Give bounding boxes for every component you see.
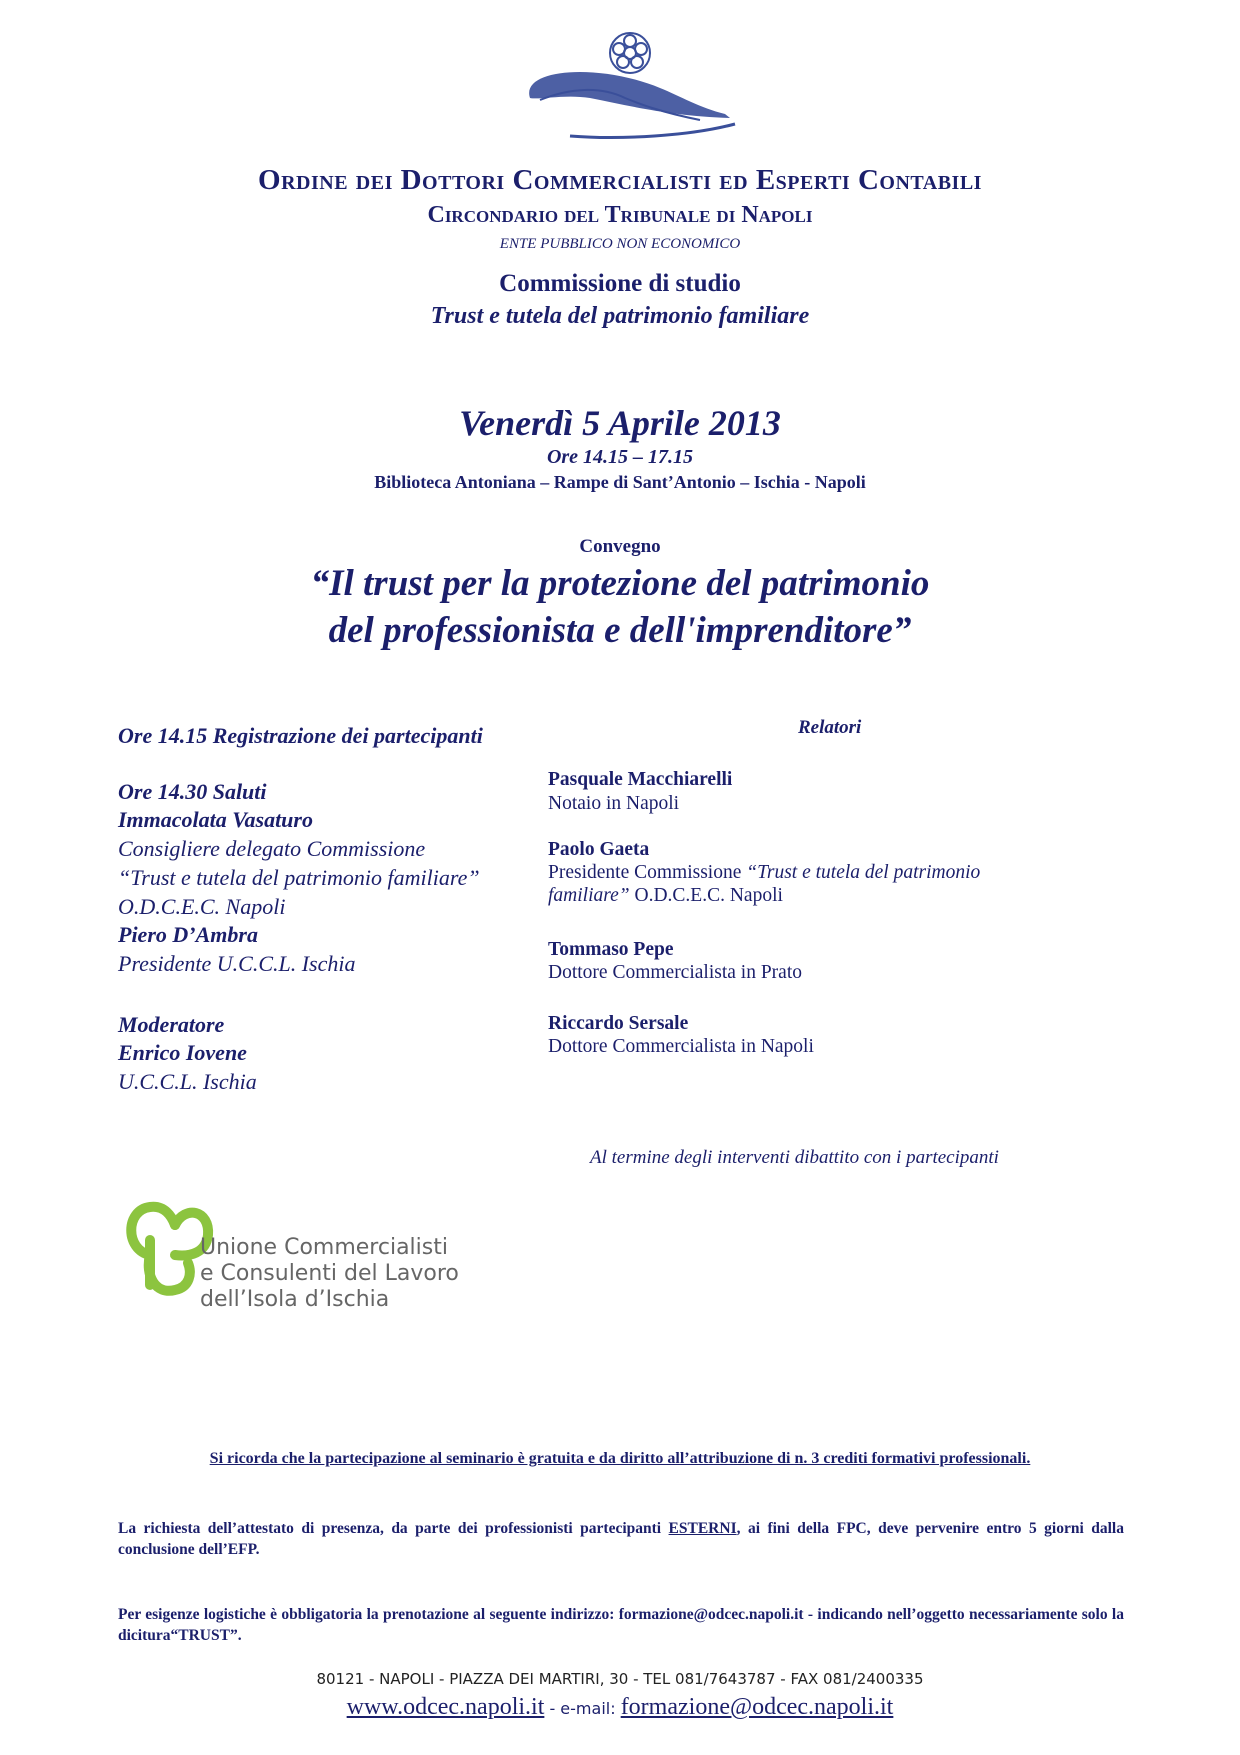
website-link[interactable]: www.odcec.napoli.it [346,1694,545,1720]
email-label: - e-mail: [544,1699,621,1718]
moderator-name: Enrico Iovene [118,1040,247,1065]
event-venue: Biblioteca Antoniana – Rampe di Sant’Antonio – Ischia - Napoli [374,472,866,492]
booking-note: Per esigenze logistiche è obbligatoria la prenotazione al seguente indirizzo: formazione@odcec.napoli.it - indicando nell’oggetto necessariamente solo la dicitura“TRUST”. [118,1606,1124,1644]
footer-address: 80121 - NAPOLI - PIAZZA DEI MARTIRI, 30 - TEL 081/7643787 - FAX 081/2400335 [316,1670,924,1688]
attestato-note [118,1518,1124,1560]
attestato-text: La richiesta dell’attestato di presenza, da parte dei professionisti partecipanti [118,1520,669,1537]
uccl-logo-line3: dell’Isola d’Ischia [200,1287,390,1312]
relatore-name: Riccardo Sersale [548,1013,689,1034]
speaker-role: O.D.C.E.C. Napoli [118,894,286,919]
speaker-role: Presidente U.C.C.L. Ischia [118,951,356,976]
org-district: Circondario del Tribunale di Napoli [427,202,813,228]
relatore-role [548,861,980,884]
uccl-logo-line1: Unione Commercialisti [200,1235,448,1260]
relatore-name: Pasquale Macchiarelli [548,769,733,790]
relatore-role: Notaio in Napoli [548,793,680,814]
debate-note: Al termine degli interventi dibattito con i partecipanti [590,1147,999,1168]
speaker-name: Piero D’Ambra [118,922,258,947]
uccl-logo [120,1195,460,1315]
relatore-role [548,884,783,907]
footer-contacts [0,1694,1240,1721]
moderator-role: U.C.C.L. Ischia [118,1069,257,1094]
org-name: Ordine dei Dottori Commercialisti ed Esperti Contabili [258,164,982,196]
commission-label: Commissione di studio [499,270,741,297]
relatore-role-suffix: O.D.C.E.C. Napoli [629,885,783,906]
odcec-logo [510,28,750,148]
program-greetings: Ore 14.30 Saluti [118,779,267,804]
relatore-role-italic: “Trust e tutela del patrimonio [746,862,981,883]
attestato-text: , ai fini della FPC, deve pervenire entro 5 giorni dalla conclusione dell’EFP. [118,1520,1124,1558]
relatore-name: Paolo Gaeta [548,839,650,860]
event-title-line1: “Il trust per la protezione del patrimonio [310,563,930,604]
commission-name: Trust e tutela del patrimonio familiare [430,303,810,329]
relatore-role: Dottore Commercialista in Napoli [548,1036,814,1057]
org-type: ENTE PUBBLICO NON ECONOMICO [499,236,741,252]
moderator-label: Moderatore [118,1012,225,1037]
speaker-role: Consigliere delegato Commissione [118,836,426,861]
relatore-role-prefix: Presidente Commissione [548,862,747,883]
event-time: Ore 14.15 – 17.15 [546,446,694,468]
relatore-role: Dottore Commercialista in Prato [548,962,802,983]
credits-note: Si ricorda che la partecipazione al seminario è gratuita e da diritto all’attribuzione di n. 3 crediti formativi professionali. [209,1450,1031,1467]
email-link[interactable]: formazione@odcec.napoli.it [620,1694,894,1720]
speaker-role: “Trust e tutela del patrimonio familiare” [118,865,480,890]
event-title-line2: del professionista e dell'imprenditore” [328,610,912,651]
esterni-label: ESTERNI [668,1520,737,1537]
speaker-name: Immacolata Vasaturo [118,807,313,832]
event-type: Convegno [579,536,661,557]
relatori-heading: Relatori [798,717,862,738]
program-registration: Ore 14.15 Registrazione dei partecipanti [118,723,483,748]
relatore-role-italic: familiare” [548,885,630,906]
event-date: Venerdì 5 Aprile 2013 [459,403,781,443]
uccl-logo-line2: e Consulenti del Lavoro [200,1261,459,1286]
relatore-name: Tommaso Pepe [548,939,674,960]
